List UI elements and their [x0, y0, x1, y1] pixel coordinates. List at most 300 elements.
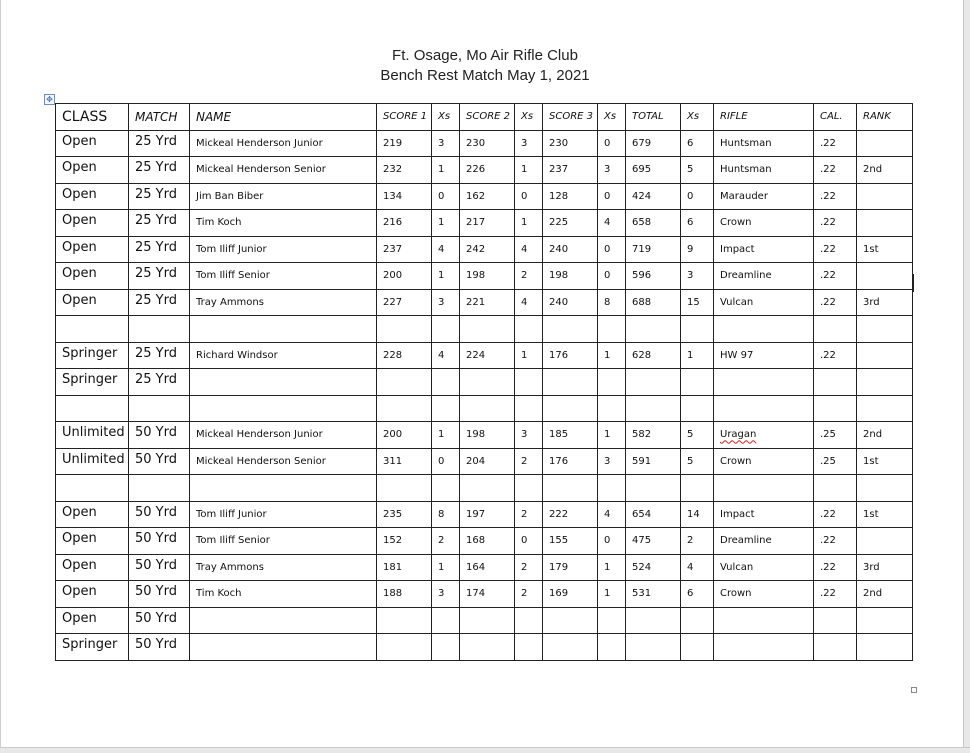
cell-rifle[interactable]: Crown: [714, 210, 814, 237]
cell-class[interactable]: Springer: [56, 369, 129, 396]
cell-xs2[interactable]: 2: [515, 581, 543, 608]
cell-total[interactable]: 596: [626, 263, 681, 290]
header-score2: SCORE 2: [460, 104, 515, 131]
cell-rank[interactable]: [857, 183, 913, 210]
cell-rifle[interactable]: Dreamline: [714, 263, 814, 290]
cell-rank[interactable]: 2nd: [857, 422, 913, 449]
cell-score2[interactable]: 162: [460, 183, 515, 210]
cell-score3[interactable]: [543, 634, 598, 661]
cell-xs1[interactable]: 1: [432, 210, 460, 237]
cell-score1[interactable]: [377, 634, 432, 661]
cell-xs1[interactable]: [432, 634, 460, 661]
cell-xs2[interactable]: [515, 475, 543, 502]
cell-score1[interactable]: [377, 316, 432, 343]
cell-class[interactable]: Open: [56, 289, 129, 316]
cell-xs-total[interactable]: [681, 316, 714, 343]
cell-cal[interactable]: .22: [814, 581, 857, 608]
cell-score3[interactable]: 176: [543, 342, 598, 369]
cell-xs-total[interactable]: [681, 395, 714, 422]
cell-score3[interactable]: 225: [543, 210, 598, 237]
cell-score3[interactable]: 222: [543, 501, 598, 528]
cell-score2[interactable]: 168: [460, 528, 515, 555]
cell-score2[interactable]: 198: [460, 422, 515, 449]
cell-name[interactable]: Tom Iliff Junior: [190, 236, 377, 263]
cell-name[interactable]: [190, 395, 377, 422]
cell-score3[interactable]: 185: [543, 422, 598, 449]
cell-score2[interactable]: 224: [460, 342, 515, 369]
cell-score3[interactable]: 155: [543, 528, 598, 555]
cell-class[interactable]: Open: [56, 554, 129, 581]
cell-total[interactable]: [626, 369, 681, 396]
cell-rank[interactable]: 2nd: [857, 581, 913, 608]
cell-match[interactable]: 50 Yrd: [129, 634, 190, 661]
cell-class[interactable]: Open: [56, 130, 129, 157]
cell-total[interactable]: 531: [626, 581, 681, 608]
cell-xs3[interactable]: [598, 395, 626, 422]
cell-cal[interactable]: .22: [814, 501, 857, 528]
cell-total[interactable]: 679: [626, 130, 681, 157]
cell-name[interactable]: Tom Iliff Junior: [190, 501, 377, 528]
cell-score1[interactable]: 237: [377, 236, 432, 263]
cell-cal[interactable]: [814, 475, 857, 502]
cell-class[interactable]: Open: [56, 528, 129, 555]
cell-match[interactable]: 50 Yrd: [129, 607, 190, 634]
cell-rifle[interactable]: Dreamline: [714, 528, 814, 555]
cell-score1[interactable]: 311: [377, 448, 432, 475]
cell-xs-total[interactable]: 6: [681, 130, 714, 157]
cell-cal[interactable]: .22: [814, 342, 857, 369]
cell-xs1[interactable]: 3: [432, 289, 460, 316]
cell-name[interactable]: Tray Ammons: [190, 554, 377, 581]
cell-rifle[interactable]: [714, 369, 814, 396]
cell-xs3[interactable]: [598, 475, 626, 502]
cell-cal[interactable]: .25: [814, 422, 857, 449]
cell-match[interactable]: 25 Yrd: [129, 236, 190, 263]
cell-score2[interactable]: 204: [460, 448, 515, 475]
cell-total[interactable]: 591: [626, 448, 681, 475]
cell-xs2[interactable]: 2: [515, 448, 543, 475]
cell-xs-total[interactable]: 14: [681, 501, 714, 528]
cell-rifle[interactable]: [714, 475, 814, 502]
cell-xs-total[interactable]: 5: [681, 422, 714, 449]
cell-total[interactable]: 475: [626, 528, 681, 555]
cell-xs3[interactable]: [598, 607, 626, 634]
cell-xs1[interactable]: [432, 395, 460, 422]
cell-cal[interactable]: .22: [814, 210, 857, 237]
cell-rifle[interactable]: Huntsman: [714, 157, 814, 184]
cell-match[interactable]: [129, 395, 190, 422]
cell-xs3[interactable]: [598, 634, 626, 661]
cell-score2[interactable]: 217: [460, 210, 515, 237]
cell-score1[interactable]: 228: [377, 342, 432, 369]
cell-score1[interactable]: 152: [377, 528, 432, 555]
cell-score1[interactable]: 181: [377, 554, 432, 581]
cell-rifle[interactable]: [714, 316, 814, 343]
cell-xs1[interactable]: 1: [432, 422, 460, 449]
cell-xs-total[interactable]: [681, 607, 714, 634]
cell-score2[interactable]: [460, 395, 515, 422]
cell-rank[interactable]: 2nd: [857, 157, 913, 184]
cell-class[interactable]: Open: [56, 263, 129, 290]
cell-name[interactable]: Mickeal Henderson Senior: [190, 157, 377, 184]
cell-name[interactable]: Tom Iliff Senior: [190, 528, 377, 555]
table-row: [56, 554, 913, 581]
cell-score1[interactable]: 200: [377, 263, 432, 290]
cell-cal[interactable]: .22: [814, 554, 857, 581]
cell-total[interactable]: 524: [626, 554, 681, 581]
cell-xs1[interactable]: 1: [432, 554, 460, 581]
cell-xs2[interactable]: 0: [515, 528, 543, 555]
cell-xs3[interactable]: [598, 316, 626, 343]
cell-xs2[interactable]: 4: [515, 289, 543, 316]
cell-xs2[interactable]: 3: [515, 130, 543, 157]
cell-score3[interactable]: [543, 369, 598, 396]
table-row: [56, 501, 913, 528]
cell-class[interactable]: Open: [56, 581, 129, 608]
cell-name[interactable]: [190, 607, 377, 634]
spellcheck-word: Uragan: [720, 429, 757, 441]
cell-xs-total[interactable]: [681, 634, 714, 661]
cell-name[interactable]: Jim Ban Biber: [190, 183, 377, 210]
cell-xs2[interactable]: 1: [515, 210, 543, 237]
cell-xs-total[interactable]: [681, 475, 714, 502]
cell-class[interactable]: Open: [56, 236, 129, 263]
cell-class[interactable]: Open: [56, 210, 129, 237]
cell-rank[interactable]: 3rd: [857, 554, 913, 581]
cell-match[interactable]: [129, 316, 190, 343]
table-row: [56, 634, 913, 661]
cell-xs-total[interactable]: 15: [681, 289, 714, 316]
cell-score1[interactable]: 219: [377, 130, 432, 157]
horizontal-scrollbar-track[interactable]: [0, 747, 970, 753]
cell-rifle[interactable]: HW 97: [714, 342, 814, 369]
cell-total[interactable]: 654: [626, 501, 681, 528]
cell-score3[interactable]: 230: [543, 130, 598, 157]
cell-score2[interactable]: [460, 369, 515, 396]
cell-class[interactable]: Springer: [56, 634, 129, 661]
cell-xs3[interactable]: 0: [598, 130, 626, 157]
cell-name[interactable]: Richard Windsor: [190, 342, 377, 369]
cell-match[interactable]: 25 Yrd: [129, 263, 190, 290]
cell-xs3[interactable]: 0: [598, 263, 626, 290]
cell-xs-total[interactable]: 5: [681, 157, 714, 184]
cell-class[interactable]: [56, 475, 129, 502]
cell-match[interactable]: 50 Yrd: [129, 528, 190, 555]
header-xs1: Xs: [432, 104, 460, 131]
cell-rank[interactable]: 3rd: [857, 289, 913, 316]
cell-total[interactable]: 658: [626, 210, 681, 237]
cell-xs3[interactable]: 1: [598, 422, 626, 449]
vertical-scrollbar-track[interactable]: [963, 0, 970, 752]
cell-name[interactable]: Mickeal Henderson Junior: [190, 130, 377, 157]
cell-cal[interactable]: .22: [814, 528, 857, 555]
cell-score3[interactable]: 179: [543, 554, 598, 581]
cell-class[interactable]: Open: [56, 183, 129, 210]
cell-xs1[interactable]: [432, 369, 460, 396]
cell-rank[interactable]: [857, 528, 913, 555]
cell-rank[interactable]: [857, 342, 913, 369]
cell-match[interactable]: 25 Yrd: [129, 342, 190, 369]
cell-total[interactable]: [626, 607, 681, 634]
cell-xs2[interactable]: 0: [515, 183, 543, 210]
cell-xs3[interactable]: 4: [598, 210, 626, 237]
cell-rank[interactable]: [857, 634, 913, 661]
cell-xs3[interactable]: 0: [598, 183, 626, 210]
cell-match[interactable]: 25 Yrd: [129, 157, 190, 184]
table-row: [56, 448, 913, 475]
cell-xs2[interactable]: 3: [515, 422, 543, 449]
cell-class[interactable]: Unlimited: [56, 448, 129, 475]
cell-score3[interactable]: [543, 475, 598, 502]
cell-xs2[interactable]: [515, 369, 543, 396]
cell-match[interactable]: 25 Yrd: [129, 289, 190, 316]
cell-cal[interactable]: .22: [814, 289, 857, 316]
cell-rank[interactable]: 1st: [857, 501, 913, 528]
cell-rank[interactable]: [857, 316, 913, 343]
cell-xs2[interactable]: 1: [515, 342, 543, 369]
table-header-row: [56, 104, 913, 131]
header-rank: RANK: [857, 104, 913, 131]
cell-xs2[interactable]: 4: [515, 236, 543, 263]
cell-xs2[interactable]: [515, 316, 543, 343]
cell-xs2[interactable]: [515, 607, 543, 634]
cell-xs2[interactable]: 2: [515, 501, 543, 528]
cell-cal[interactable]: .22: [814, 157, 857, 184]
cell-total[interactable]: 582: [626, 422, 681, 449]
cell-rifle[interactable]: Crown: [714, 448, 814, 475]
cell-score2[interactable]: 197: [460, 501, 515, 528]
cell-xs1[interactable]: 1: [432, 157, 460, 184]
cell-total[interactable]: [626, 475, 681, 502]
cell-class[interactable]: Springer: [56, 342, 129, 369]
cell-xs3[interactable]: 0: [598, 236, 626, 263]
cell-xs-total[interactable]: 4: [681, 554, 714, 581]
cell-xs2[interactable]: 1: [515, 157, 543, 184]
cell-xs1[interactable]: 0: [432, 183, 460, 210]
cell-cal[interactable]: [814, 316, 857, 343]
cell-name[interactable]: Mickeal Henderson Senior: [190, 448, 377, 475]
cell-match[interactable]: 25 Yrd: [129, 130, 190, 157]
cell-xs1[interactable]: 4: [432, 236, 460, 263]
cell-xs2[interactable]: [515, 634, 543, 661]
cell-total[interactable]: [626, 395, 681, 422]
cell-xs3[interactable]: 0: [598, 528, 626, 555]
cell-xs2[interactable]: [515, 395, 543, 422]
cell-class[interactable]: [56, 395, 129, 422]
cell-xs1[interactable]: 3: [432, 581, 460, 608]
cell-match[interactable]: 50 Yrd: [129, 501, 190, 528]
cell-rank[interactable]: [857, 475, 913, 502]
cell-xs2[interactable]: 2: [515, 263, 543, 290]
cell-total[interactable]: [626, 316, 681, 343]
cell-xs3[interactable]: 4: [598, 501, 626, 528]
cell-name[interactable]: [190, 634, 377, 661]
cell-match[interactable]: [129, 475, 190, 502]
cell-xs2[interactable]: 2: [515, 554, 543, 581]
cell-rifle[interactable]: [714, 607, 814, 634]
cell-score2[interactable]: 174: [460, 581, 515, 608]
table-row: [56, 395, 913, 422]
cell-xs1[interactable]: 3: [432, 130, 460, 157]
cell-rifle[interactable]: [714, 634, 814, 661]
cell-rank[interactable]: [857, 607, 913, 634]
cell-xs-total[interactable]: 5: [681, 448, 714, 475]
cell-name[interactable]: [190, 475, 377, 502]
cell-xs3[interactable]: 3: [598, 448, 626, 475]
cell-score1[interactable]: 188: [377, 581, 432, 608]
cell-cal[interactable]: [814, 395, 857, 422]
cell-name[interactable]: Tray Ammons: [190, 289, 377, 316]
cell-xs1[interactable]: [432, 475, 460, 502]
cell-xs3[interactable]: 3: [598, 157, 626, 184]
cell-score1[interactable]: 134: [377, 183, 432, 210]
table-row: [56, 130, 913, 157]
cell-rank[interactable]: 1st: [857, 236, 913, 263]
cell-name[interactable]: Tim Koch: [190, 210, 377, 237]
cell-score2[interactable]: [460, 634, 515, 661]
cell-rank[interactable]: [857, 263, 913, 290]
cell-xs3[interactable]: 1: [598, 554, 626, 581]
cell-xs-total[interactable]: 9: [681, 236, 714, 263]
cell-class[interactable]: [56, 316, 129, 343]
cell-rifle[interactable]: Crown: [714, 581, 814, 608]
cell-score3[interactable]: [543, 607, 598, 634]
cell-score2[interactable]: [460, 316, 515, 343]
cell-name[interactable]: Mickeal Henderson Junior: [190, 422, 377, 449]
cell-rifle[interactable]: Impact: [714, 236, 814, 263]
cell-score1[interactable]: 216: [377, 210, 432, 237]
cell-xs3[interactable]: 1: [598, 342, 626, 369]
cell-score3[interactable]: 240: [543, 236, 598, 263]
cell-match[interactable]: 25 Yrd: [129, 183, 190, 210]
cell-xs-total[interactable]: 6: [681, 581, 714, 608]
cell-score1[interactable]: [377, 475, 432, 502]
cell-xs1[interactable]: 0: [432, 448, 460, 475]
cell-rifle[interactable]: Vulcan: [714, 554, 814, 581]
header-class: CLASS: [56, 104, 129, 131]
cell-class[interactable]: Open: [56, 157, 129, 184]
cell-xs1[interactable]: 1: [432, 263, 460, 290]
cell-xs1[interactable]: [432, 607, 460, 634]
cell-score3[interactable]: 237: [543, 157, 598, 184]
document-title: Ft. Osage, Mo Air Rifle Club: [392, 47, 578, 64]
cell-score3[interactable]: 169: [543, 581, 598, 608]
resize-handle-icon[interactable]: [911, 687, 917, 693]
cell-match[interactable]: 50 Yrd: [129, 448, 190, 475]
cell-rank[interactable]: [857, 210, 913, 237]
cell-rifle[interactable]: Impact: [714, 501, 814, 528]
cell-score2[interactable]: 164: [460, 554, 515, 581]
cell-score2[interactable]: 198: [460, 263, 515, 290]
cell-xs-total[interactable]: 6: [681, 210, 714, 237]
cell-class[interactable]: Unlimited: [56, 422, 129, 449]
cell-xs1[interactable]: 8: [432, 501, 460, 528]
cell-xs-total[interactable]: 0: [681, 183, 714, 210]
cell-score1[interactable]: 200: [377, 422, 432, 449]
cell-cal[interactable]: [814, 607, 857, 634]
cell-rifle[interactable]: [714, 422, 814, 449]
cell-cal[interactable]: [814, 634, 857, 661]
cell-rifle[interactable]: [714, 395, 814, 422]
cell-name[interactable]: [190, 316, 377, 343]
cell-score1[interactable]: [377, 395, 432, 422]
cell-score2[interactable]: 221: [460, 289, 515, 316]
cell-score1[interactable]: 235: [377, 501, 432, 528]
cell-score2[interactable]: 230: [460, 130, 515, 157]
cell-rank[interactable]: [857, 369, 913, 396]
cell-rifle[interactable]: Vulcan: [714, 289, 814, 316]
cell-score2[interactable]: 242: [460, 236, 515, 263]
cell-xs1[interactable]: 2: [432, 528, 460, 555]
cell-rifle[interactable]: Huntsman: [714, 130, 814, 157]
cell-cal[interactable]: .25: [814, 448, 857, 475]
cell-cal[interactable]: [814, 369, 857, 396]
cell-score1[interactable]: [377, 607, 432, 634]
cell-cal[interactable]: .22: [814, 183, 857, 210]
cell-class[interactable]: Open: [56, 501, 129, 528]
cell-rifle[interactable]: Marauder: [714, 183, 814, 210]
cell-total[interactable]: [626, 634, 681, 661]
cell-rank[interactable]: 1st: [857, 448, 913, 475]
cell-xs-total[interactable]: 3: [681, 263, 714, 290]
cell-cal[interactable]: .22: [814, 263, 857, 290]
cell-score3[interactable]: 176: [543, 448, 598, 475]
cell-xs3[interactable]: [598, 369, 626, 396]
cell-score2[interactable]: 226: [460, 157, 515, 184]
cell-rank[interactable]: [857, 130, 913, 157]
cell-xs1[interactable]: 4: [432, 342, 460, 369]
cell-xs3[interactable]: 1: [598, 581, 626, 608]
cell-xs3[interactable]: 8: [598, 289, 626, 316]
cell-cal[interactable]: .22: [814, 236, 857, 263]
cell-score1[interactable]: [377, 369, 432, 396]
cell-xs-total[interactable]: 2: [681, 528, 714, 555]
document-subtitle: Bench Rest Match May 1, 2021: [380, 67, 590, 84]
cell-rank[interactable]: [857, 395, 913, 422]
cell-score1[interactable]: 232: [377, 157, 432, 184]
cell-total[interactable]: 688: [626, 289, 681, 316]
cell-name[interactable]: Tom Iliff Senior: [190, 263, 377, 290]
cell-name[interactable]: Tim Koch: [190, 581, 377, 608]
cell-match[interactable]: 50 Yrd: [129, 581, 190, 608]
cell-match[interactable]: 50 Yrd: [129, 554, 190, 581]
cell-score2[interactable]: [460, 607, 515, 634]
cell-xs-total[interactable]: 1: [681, 342, 714, 369]
cell-score3[interactable]: 128: [543, 183, 598, 210]
cell-score2[interactable]: [460, 475, 515, 502]
cell-match[interactable]: 50 Yrd: [129, 422, 190, 449]
cell-score3[interactable]: [543, 316, 598, 343]
move-arrows-icon[interactable]: ✥: [44, 94, 55, 105]
cell-score3[interactable]: 240: [543, 289, 598, 316]
cell-match[interactable]: 25 Yrd: [129, 369, 190, 396]
cell-total[interactable]: 719: [626, 236, 681, 263]
cell-cal[interactable]: .22: [814, 130, 857, 157]
cell-total[interactable]: 628: [626, 342, 681, 369]
cell-match[interactable]: 25 Yrd: [129, 210, 190, 237]
cell-total[interactable]: 695: [626, 157, 681, 184]
cell-name[interactable]: [190, 369, 377, 396]
cell-score3[interactable]: 198: [543, 263, 598, 290]
cell-score1[interactable]: 227: [377, 289, 432, 316]
header-score3: SCORE 3: [543, 104, 598, 131]
cell-xs1[interactable]: [432, 316, 460, 343]
cell-score3[interactable]: [543, 395, 598, 422]
header-cal: CAL.: [814, 104, 857, 131]
cell-xs-total[interactable]: [681, 369, 714, 396]
cell-class[interactable]: Open: [56, 607, 129, 634]
cell-total[interactable]: 424: [626, 183, 681, 210]
